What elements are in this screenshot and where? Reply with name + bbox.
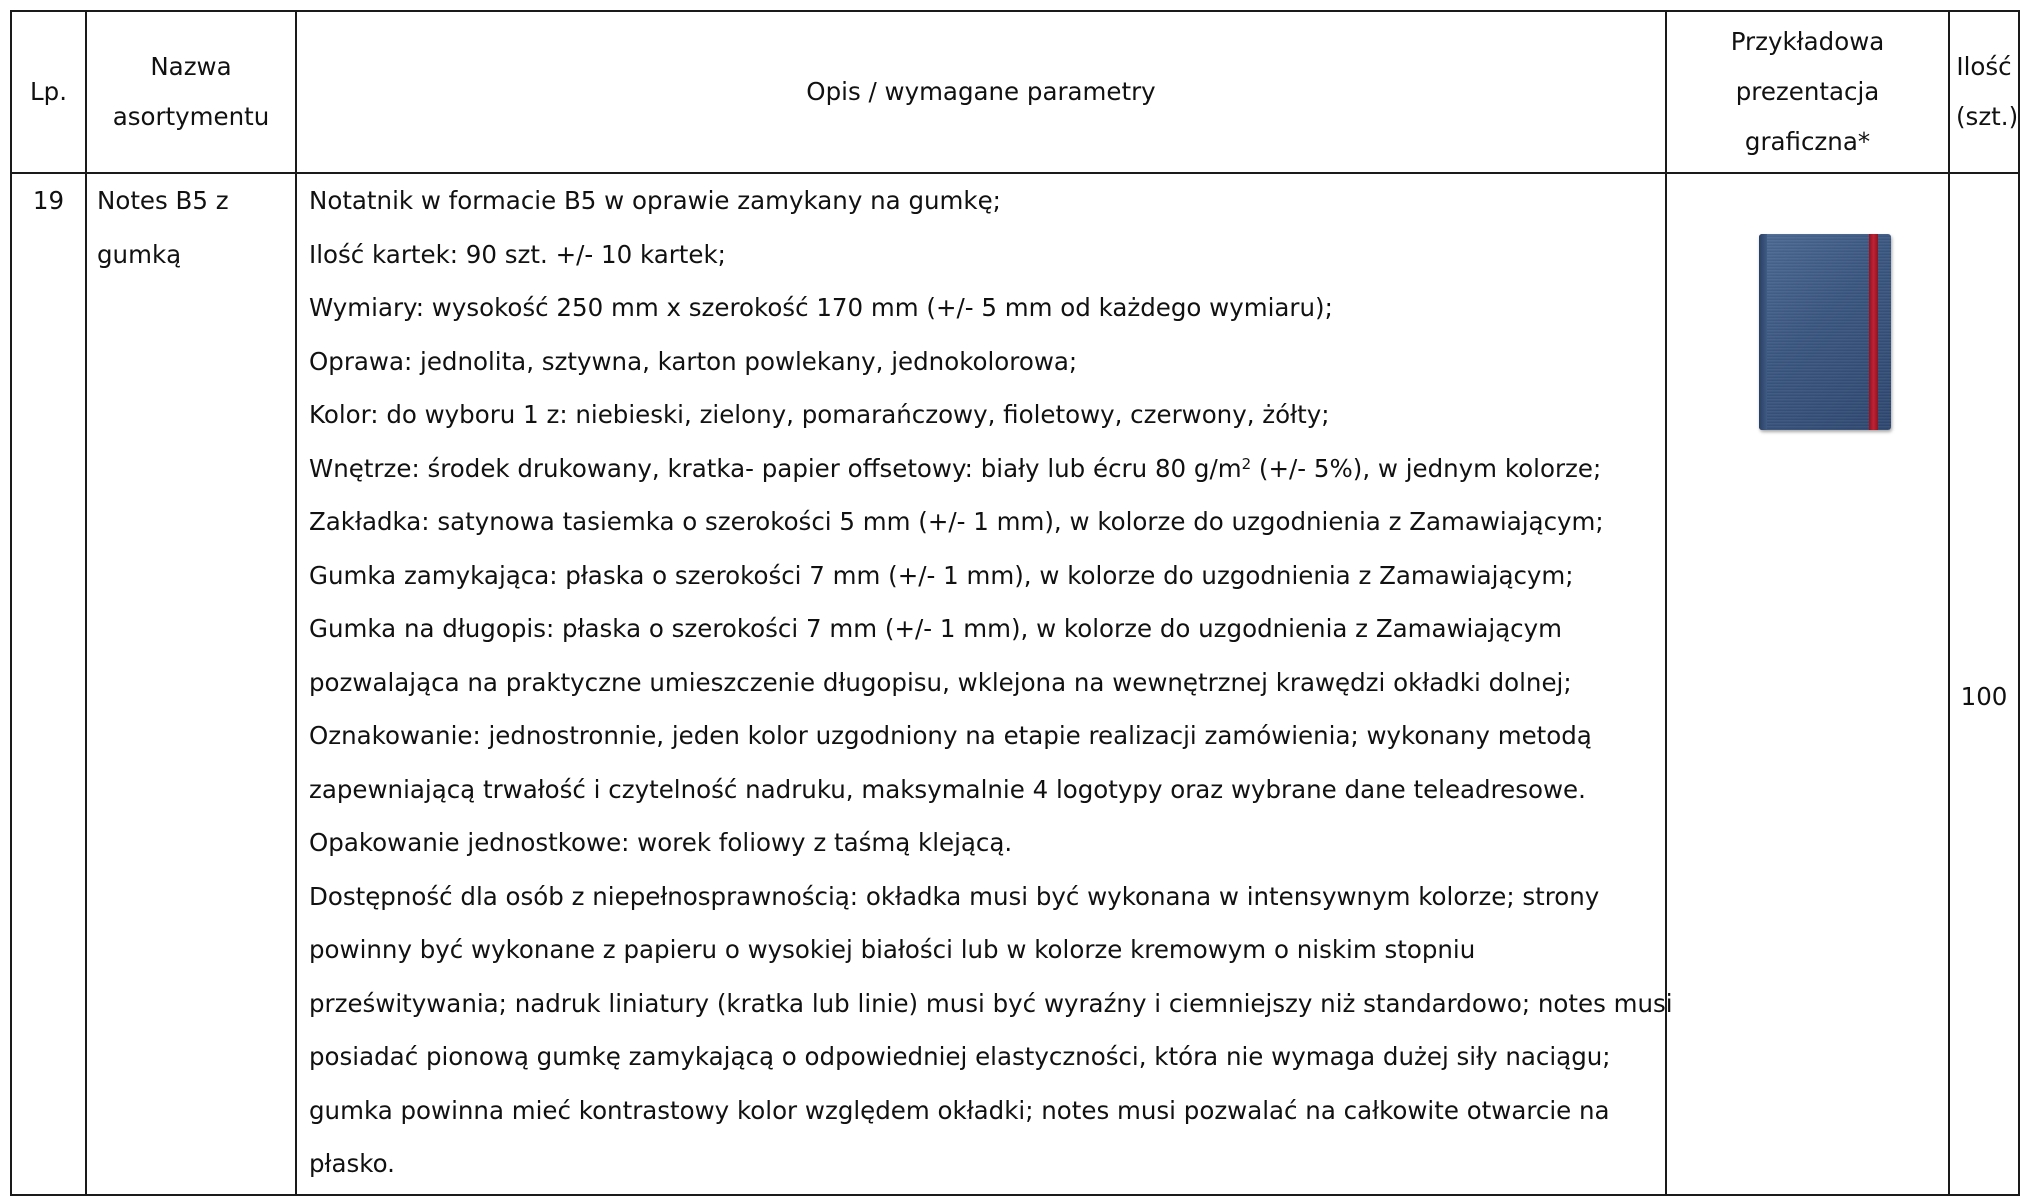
notebook-spine: [1759, 234, 1767, 430]
header-description: [296, 11, 1666, 173]
row-description-cell: [296, 173, 1673, 1195]
description-line: gumka powinna mieć kontrastowy kolor względem okładki; notes musi pozwalać na całkowite otwarcie na: [309, 1095, 1610, 1125]
description-line: Zakładka: satynowa tasiemka o szerokości 5 mm (+/- 1 mm), w kolorze do uzgodnienia z Zamawiającym;: [309, 507, 1604, 536]
description-line: Oprawa: jednolita, sztywna, karton powlekany, jednokolorowa;: [309, 346, 1078, 376]
header-quantity: [1949, 11, 2019, 173]
description-line: płasko.: [309, 1149, 395, 1178]
header-image: [1666, 11, 1949, 173]
row-quantity-cell: [1949, 173, 2019, 1195]
row-lp-cell: [11, 173, 86, 1195]
row-name-line1: Notes B5 z: [97, 186, 229, 215]
interior-suffix: (+/- 5%), w jednym kolorze;: [1251, 453, 1602, 483]
description-line: Wymiary: wysokość 250 mm x szerokość 170 mm (+/- 5 mm od każdego wymiaru);: [309, 293, 1333, 322]
table-body: [11, 173, 2019, 1195]
row-name-line2: gumką: [97, 240, 182, 269]
description-line: posiadać pionową gumkę zamykającą o odpowiedniej elastyczności, która nie wymaga dużej siły naciągu;: [309, 1042, 1611, 1071]
interior-text: Wnętrze: środek drukowany, kratka- papier offsetowy: biały lub écru 80 g/m: [309, 453, 1242, 483]
row-quantity: 100: [1960, 682, 2008, 711]
description-line: Gumka zamykająca: płaska o szerokości 7 mm (+/- 1 mm), w kolorze do uzgodnienia z Zamawiającym;: [309, 560, 1574, 590]
description-line: prześwitywania; nadruk liniatury (kratka lub linie) musi być wyraźny i ciemniejszy niż standardowo; notes musi: [309, 988, 1673, 1018]
header-name-line2: asortymentu: [112, 102, 270, 131]
description-line: Dostępność dla osób z niepełnosprawnością: okładka musi być wykonana w intensywnym kolorze; strony: [309, 881, 1600, 911]
table-header: [11, 11, 2019, 173]
notebook-elastic-band: [1869, 234, 1878, 430]
row-name-cell: [86, 173, 296, 1195]
header-quantity-line2: (szt.): [1956, 102, 2019, 131]
header-quantity-line1: Ilość: [1956, 52, 2012, 81]
header-lp: [11, 11, 86, 173]
row-lp: 19: [32, 186, 65, 215]
description-line: Notatnik w formacie B5 w oprawie zamykany na gumkę;: [309, 186, 1001, 215]
header-name: [86, 11, 296, 173]
description-line: Ilość kartek: 90 szt. +/- 10 kartek;: [309, 239, 726, 269]
header-image-line2: prezentacja: [1735, 77, 1880, 106]
description-line: Gumka na długopis: płaska o szerokości 7 mm (+/- 1 mm), w kolorze do uzgodnienia z Zamawiającym: [309, 614, 1563, 643]
header-image-line1: Przykładowa: [1730, 27, 1885, 56]
table-row: [11, 173, 2019, 1195]
description-line: powinny być wykonane z papieru o wysokiej białości lub w kolorze kremowym o niskim stopniu: [309, 935, 1476, 964]
header-description-label: Opis / wymagane parametry: [806, 77, 1156, 106]
header-row: [11, 11, 2019, 173]
description-line-interior: [309, 442, 1665, 496]
description-line: zapewniającą trwałość i czytelność nadruku, maksymalnie 4 logotypy oraz wybrane dane teleadresowe.: [309, 774, 1586, 804]
description-line: Oznakowanie: jednostronnie, jeden kolor uzgodniony na etapie realizacji zamówienia; wykonany metodą: [309, 721, 1592, 750]
interior-superscript: 2: [1241, 454, 1252, 473]
header-image-line3: graficzna*: [1744, 127, 1871, 156]
description-line: pozwalająca na praktyczne umieszczenie długopisu, wklejona na wewnętrznej krawędzi okładki dolnej;: [309, 667, 1572, 697]
description-line: Kolor: do wyboru 1 z: niebieski, zielony, pomarańczowy, fioletowy, czerwony, żółty;: [309, 400, 1330, 429]
specification-table: [10, 10, 2020, 1196]
description-lines: [297, 174, 1673, 1191]
notebook-image: [1759, 234, 1891, 430]
header-lp-label: Lp.: [30, 77, 67, 106]
description-line: Opakowanie jednostkowe: worek foliowy z taśmą klejącą.: [309, 828, 1013, 857]
header-name-line1: Nazwa: [150, 52, 232, 81]
row-image-cell: [1666, 173, 1949, 1195]
